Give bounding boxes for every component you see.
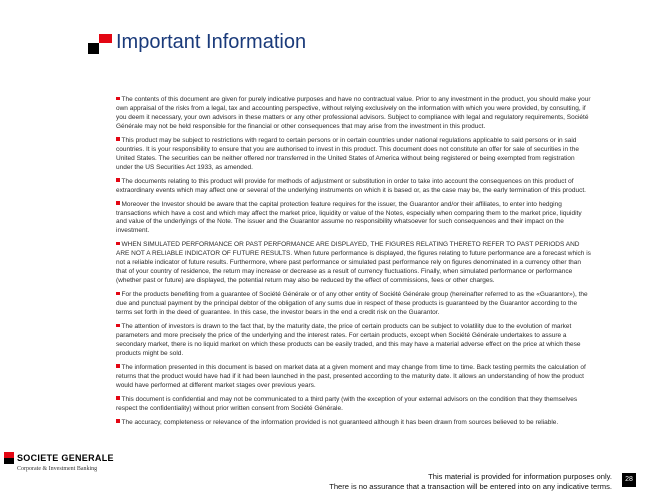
- paragraph-text: The information presented in this document is based on market data at a given moment and may change from time to time. Back testing permits the calculation of returns that the product would have had if it had been launched in the past, presented according to the maturity date. It allows an understanding of how the product would have performed at different market stages over previous years.: [116, 363, 586, 389]
- paragraph-text: The documents relating to this product will provide for methods of adjustment or substitution in order to take into account the consequences on this product of extraordinary events which may affect one or several of the underlying instruments on which it is based or, as the case may be, the early termination of this product.: [116, 177, 586, 194]
- paragraph-restrictions: [116, 137, 592, 173]
- page-title: Important Information: [116, 31, 307, 53]
- paragraph-confidential: [116, 396, 592, 414]
- bullet-icon: [116, 396, 120, 400]
- paragraph-text: For the products benefiting from a guarantee of Société Générale or of any other entity of Société Générale group (hereinafter referred to as the «Guarantor»), the due and punctual payment by the principal debtor of the obligation of any sums due in respect of these products is guaranteed by the Guarantor according to the terms set forth in the deed of guarantee. In this case, the investor bears in the end a credit risk on the Guarantor.: [116, 291, 588, 316]
- bullet-icon: [116, 419, 120, 423]
- paragraph-text: The accuracy, completeness or relevance of the information provided is not guaranteed although it has been drawn from sources believed to be reliable.: [121, 418, 559, 426]
- paragraph-text: Moreover the Investor should be aware that the capital protection feature requires for the issuer, the Guarantor and/or their affiliates, to enter into hedging transactions which have a cost and which may affect the market price, liquidity or value of the Notes, especially when comparing them to the market price, liquidity and value of the underlyings of the Note. The issuer and the Guarantor assume no responsibility whatsoever for such consequences and their impact on the investment.: [116, 200, 582, 235]
- paragraph-market-data: [116, 364, 592, 391]
- title-logo-mark: [88, 34, 112, 54]
- paragraph-text: WHEN SIMULATED PERFORMANCE OR PAST PERFORMANCE ARE DISPLAYED, THE FIGURES RELATING THERETO REFER TO PAST PERIODS AND ARE NOT A RELIABLE INDICATOR OF FUTURE RESULTS. When future performance is displayed, the figures relating to future performance are a forecast which is not a reliable indicator of future results. Furthermore, where past performance or simulated past performance rely on figures denominated in a currency other than that of your country of residence, the return may increase or decrease as a result of currency fluctuations. Finally, when simulated performance or performance (whether past or future) are displayed, the potential return may also be reduced by the effect of commissions, fees or other charges.: [116, 241, 591, 285]
- logo-black-square: [4, 458, 14, 464]
- bullet-icon: [116, 242, 120, 246]
- footer-line-2: There is no assurance that a transaction will be entered into on any indicative terms.: [329, 482, 612, 491]
- logo-subtitle: Corporate & Investment Banking: [17, 466, 98, 472]
- paragraph-performance: [116, 241, 592, 286]
- paragraph-text: The contents of this document are given for purely indicative purposes and have no contractual value. Prior to any investment in the product, you should make your own appraisal of the risks from a legal, tax and accounting perspective, without relying exclusively on the information with which you were provided, by consulting, if you deem it necessary, your own advisors in these matters or any other professional advisors. Subject to compliance with legal and regulatory requirements, Société Générale may not be held responsible for the financial or other consequences that may arise from the investment in this product.: [116, 96, 591, 130]
- paragraph-adjustment: [116, 178, 592, 196]
- paragraph-text: This document is confidential and may not be communicated to a third party (with the exception of your external advisors on the condition that they themselves respect the confidentiality) without prior written consent from Société Générale.: [116, 395, 578, 412]
- disclaimer-body: [116, 96, 592, 433]
- bullet-icon: [116, 324, 120, 328]
- paragraph-accuracy: [116, 419, 592, 428]
- paragraph-guarantee: [116, 291, 592, 318]
- paragraph-text: This product may be subject to restrictions with regard to certain persons or in certain countries under national regulations applicable to said persons or in said countries. It is your responsibility to ensure that you are authorised to invest in this product. This document does not constitute an offer for sale of securities in the United States. The securities can be neither offered nor transferred in the United States of America without being registered or being exempted from registration under the US Securities Act 1933, as amended.: [116, 136, 579, 171]
- bullet-icon: [116, 137, 120, 141]
- footer-note: [329, 472, 612, 492]
- company-logo: [4, 452, 134, 492]
- paragraph-hedging: [116, 201, 592, 237]
- bullet-icon: [116, 364, 120, 368]
- paragraph-text: The attention of investors is drawn to the fact that, by the maturity date, the price of certain products can be subject to volatility due to the evolution of market parameters and more precisely the price of the underlying and the interest rates. For certain products, except when Société Générale undertakes to assure a secondary market, there is no liquid market on which these products can be easily traded, and this may have a material adverse effect on the price at which these products might be sold.: [116, 323, 581, 357]
- bullet-icon: [116, 201, 120, 205]
- page-number: 28: [622, 473, 636, 487]
- paragraph-general: [116, 96, 592, 132]
- footer-line-1: This material is provided for information purposes only.: [428, 472, 612, 481]
- paragraph-volatility: [116, 323, 592, 359]
- bullet-icon: [116, 178, 120, 182]
- bullet-icon: [116, 292, 120, 296]
- logo-name: SOCIETE GENERALE: [17, 453, 114, 463]
- bullet-icon: [116, 97, 120, 101]
